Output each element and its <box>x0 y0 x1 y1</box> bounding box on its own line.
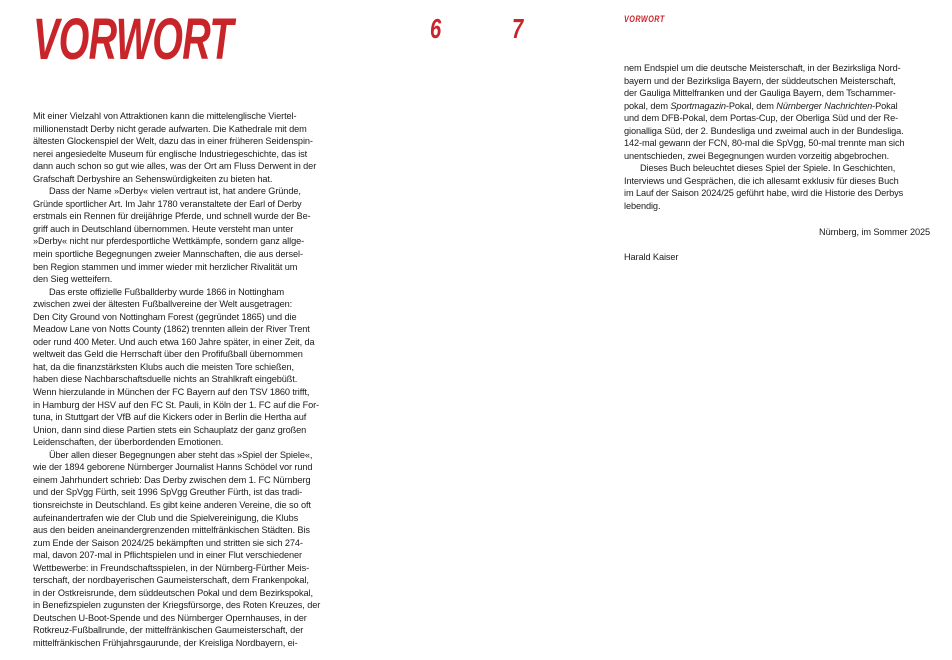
body-line: den Sieg wetteifern. <box>33 274 113 285</box>
body-line: bayern und der Bezirksliga Bayern, der süddeutschen Meisterschaft, <box>624 75 896 86</box>
author-signature: Harald Kaiser <box>624 252 679 263</box>
body-line: Union, dann sind diese Partien stets ein Schauplatz der ganz großen <box>33 424 307 435</box>
body-line: Den City Ground von Nottingham Forest (gegründet 1865) und die <box>33 311 297 322</box>
body-line: ältesten Glockenspiel der Welt, dazu das in einer früheren Seidenspin- <box>33 136 313 147</box>
body-line: und dem DFB-Pokal, dem Portas-Cup, der Oberliga Süd und der Re- <box>624 113 899 124</box>
body-line: zum Ende der Saison 2024/25 bekämpften und stritten sie sich 274- <box>33 537 303 548</box>
body-line: dann auch schon so gut wie alles, was der Ort am Fluss Derwent in der <box>33 161 317 172</box>
body-line: nem Endspiel um die deutsche Meisterschaft, in der Bezirksliga Nord- <box>624 63 901 73</box>
chapter-title: VORWORT <box>33 7 233 72</box>
body-line: wie der 1894 geborene Nürnberger Journalist Hanns Schödel vor rund <box>33 462 313 473</box>
body-line: weltweit das Geld die Herrschaft über den Profifußball übernommen <box>33 349 303 360</box>
body-line: ben Region stammen und immer wieder mit herzlicher Rivalität um <box>33 261 298 272</box>
page-number-left: 6 <box>430 13 442 44</box>
body-line: Grafschaft Derbyshire an Sehenswürdigkeiten zu bieten hat. <box>33 173 273 184</box>
body-line: mal, davon 207-mal in Pflichtspielen und in einer Flut verschiedener <box>33 550 302 561</box>
body-line: Leidenschaften, der überbordenden Emotionen. <box>33 437 224 448</box>
body-line: Gründe sportlicher Art. Im Jahr 1780 veranstaltete der Earl of Derby <box>33 198 302 209</box>
body-line: Rotkreuz-Fußballrunde, der mittelfränkischen Gaumeisterschaft, der <box>33 625 304 636</box>
body-line: Das erste offizielle Fußballderby wurde 1866 in Nottingham <box>49 286 285 297</box>
body-line: Interviews und Gesprächen, die ich allesamt exklusiv für dieses Buch <box>624 175 899 186</box>
body-line: haben diese Nachbarschaftsduelle nichts an Strahlkraft eingebüßt. <box>33 374 298 385</box>
body-line: tionsreichste in Deutschland. Es gibt keine anderen Vereine, die so oft <box>33 499 311 510</box>
text-run: pokal, dem <box>624 100 671 111</box>
body-line: in Hamburg der HSV auf den FC St. Pauli, in Köln der 1. FC auf die For- <box>33 399 320 410</box>
text-run: -Pokal <box>872 100 898 111</box>
right-page-body <box>624 62 930 264</box>
body-line: Deutschen U-Boot-Spende und des Nürnberger Opernhauses, in der <box>33 612 307 623</box>
body-line <box>624 100 930 113</box>
body-line: millionenstadt Derby nicht gerade aufwarten. Die Kathedrale mit dem <box>33 123 307 134</box>
body-line: und der SpVgg Fürth, seit 1996 SpVgg Greuther Fürth, ist das tradi- <box>33 487 303 498</box>
body-line: im Lauf der Saison 2024/25 geführt habe, wird die Historie des Derbys <box>624 188 904 199</box>
body-line: Wettbewerbe: in Freundschaftsspielen, in der Nürnberg-Fürther Meis- <box>33 562 310 573</box>
body-line: 142-mal gewann der FCN, 80-mal die SpVgg, 50-mal trennte man sich <box>624 138 905 149</box>
body-line: Meadow Lane von Notts County (1862) trennten allein der River Trent <box>33 324 310 335</box>
body-line: lebendig. <box>624 201 661 212</box>
italic-title: Sportmagazin <box>670 100 726 111</box>
body-line: terschaft, der nordbayerischen Gaumeisterschaft, dem Frankenpokal, <box>33 575 309 586</box>
body-line: griff auch in Deutschland übernommen. Heute versteht man unter <box>33 223 294 234</box>
body-line: tuna, in Stuttgart der VfB auf die Kickers oder in Berlin die Hertha auf <box>33 412 307 423</box>
body-line: Über allen dieser Begegnungen aber steht das »Spiel der Spiele«, <box>49 449 313 460</box>
body-line: hat, da die finanzstärksten Klubs auch die meisten Tore schießen, <box>33 361 294 372</box>
place-date: Nürnberg, im Sommer 2025 <box>819 226 930 237</box>
body-line: nerei angesiedelte Museum für englische Industriegeschichte, das ist <box>33 148 308 159</box>
body-line: Wenn hierzulande in München der FC Bayern auf den TSV 1860 trifft, <box>33 387 310 398</box>
body-line: in Benefizspielen zugunsten der Kriegsfürsorge, des Roten Kreuzes, der <box>33 600 321 611</box>
italic-title: Nürnberger Nachrichten <box>776 100 873 111</box>
body-line: aufeinandertrafen wie der Club und die Spielvereinigung, die Klubs <box>33 512 299 523</box>
body-line: erstmals ein Rennen für dreijährige Pferde, und schnell wurde der Be- <box>33 211 311 222</box>
body-line: Mit einer Vielzahl von Attraktionen kann die mittelenglische Viertel- <box>33 111 297 121</box>
left-page-body <box>33 110 353 650</box>
body-line: aus den beiden aneinandergrenzenden mittelfränkischen Städten. Bis <box>33 525 310 536</box>
body-line: zwischen zwei der ältesten Fußballvereine der Welt ausgetragen: <box>33 299 293 310</box>
body-line: Dass der Name »Derby« vielen vertraut ist, hat andere Gründe, <box>49 186 301 197</box>
body-line: mittelfränkischen Frühjahrsgaurunde, der Kreisliga Nordbayern, ei- <box>33 637 298 648</box>
body-line: oder rund 400 Meter. Und auch etwa 160 Jahre später, in einer Zeit, da <box>33 336 315 347</box>
body-line: unentschieden, zwei Begegnungen wurden vorzeitig abgebrochen. <box>624 150 890 161</box>
body-line: »Derby« nicht nur pferdesportliche Wettkämpfe, sondern ganz allge- <box>33 236 305 247</box>
text-run: -Pokal, dem <box>725 100 777 111</box>
body-line: in der Ostkreisrunde, dem süddeutschen Pokal und dem Bezirkspokal, <box>33 587 313 598</box>
body-line: einem Jahrhundert schrieb: Das Derby zwischen dem 1. FC Nürnberg <box>33 474 311 485</box>
body-line: mein sportliche Begegnungen zweier Mannschaften, die aus dersel- <box>33 249 303 260</box>
running-head: VORWORT <box>624 14 665 24</box>
page-number-right: 7 <box>512 13 524 44</box>
body-line: Dieses Buch beleuchtet dieses Spiel der Spiele. In Geschichten, <box>640 163 896 174</box>
body-line: gionalliga Süd, der 2. Bundesliga und zweimal auch in der Bundesliga. <box>624 125 904 136</box>
body-line: der Gauliga Mittelfranken und der Gauliga Bayern, dem Tschammer- <box>624 88 896 99</box>
